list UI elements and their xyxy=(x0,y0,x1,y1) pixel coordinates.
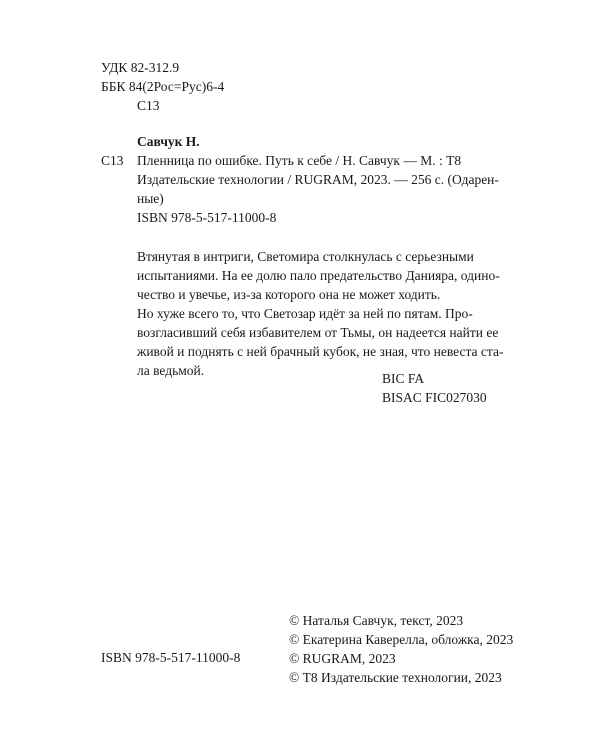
annotation-line: ла ведьмой. xyxy=(137,363,205,378)
bisac-code: BISAC FIC027030 xyxy=(382,390,487,405)
subject-codes xyxy=(382,369,487,407)
card-description-line: Пленница по ошибке. Путь к себе / Н. Савчук — М. : Т8 xyxy=(137,153,462,168)
card-author-heading: Савчук Н. xyxy=(137,134,200,149)
classification-block xyxy=(101,58,224,115)
author-mark: С13 xyxy=(137,98,160,113)
annotation-line: возгласивший себя избавителем от Тьмы, он надеется найти ее xyxy=(137,325,499,340)
annotation-line: чество и увечье, из-за которого она не может ходить. xyxy=(137,287,441,302)
annotation xyxy=(137,247,504,380)
annotation-line: испытаниями. На ее долю пало предательство Данияра, одино- xyxy=(137,268,500,283)
card-description xyxy=(137,151,497,208)
udk-code: УДК 82-312.9 xyxy=(101,60,180,75)
annotation-line: Втянутая в интриги, Светомира столкнулась с серьезными xyxy=(137,249,474,264)
bbk-code: ББК 84(2Рос=Рус)6-4 xyxy=(101,79,225,94)
card-description-line: ные) xyxy=(137,191,164,206)
copyright-line: © Наталья Савчук, текст, 2023 xyxy=(289,613,464,628)
annotation-line: живой и поднять с ней брачный кубок, не зная, что невеста ста- xyxy=(137,344,504,359)
card-isbn: ISBN 978-5-517-11000-8 xyxy=(137,210,277,225)
copyright-line: © Екатерина Каверелла, обложка, 2023 xyxy=(289,632,514,647)
bic-code: BIC FA xyxy=(382,371,425,386)
annotation-line: Но хуже всего то, что Светозар идёт за ней по пятам. Про- xyxy=(137,306,473,321)
card-description-line: Издательские технологии / RUGRAM, 2023. — 256 с. (Одарен- xyxy=(137,172,499,187)
footer-isbn: ISBN 978-5-517-11000-8 xyxy=(101,650,241,665)
copyright-line: © RUGRAM, 2023 xyxy=(289,651,396,666)
copyright-line: © Т8 Издательские технологии, 2023 xyxy=(289,670,502,685)
copyright-block xyxy=(289,611,513,687)
annotation-paragraph-1 xyxy=(137,247,500,304)
card-author-mark: С13 xyxy=(101,153,124,168)
